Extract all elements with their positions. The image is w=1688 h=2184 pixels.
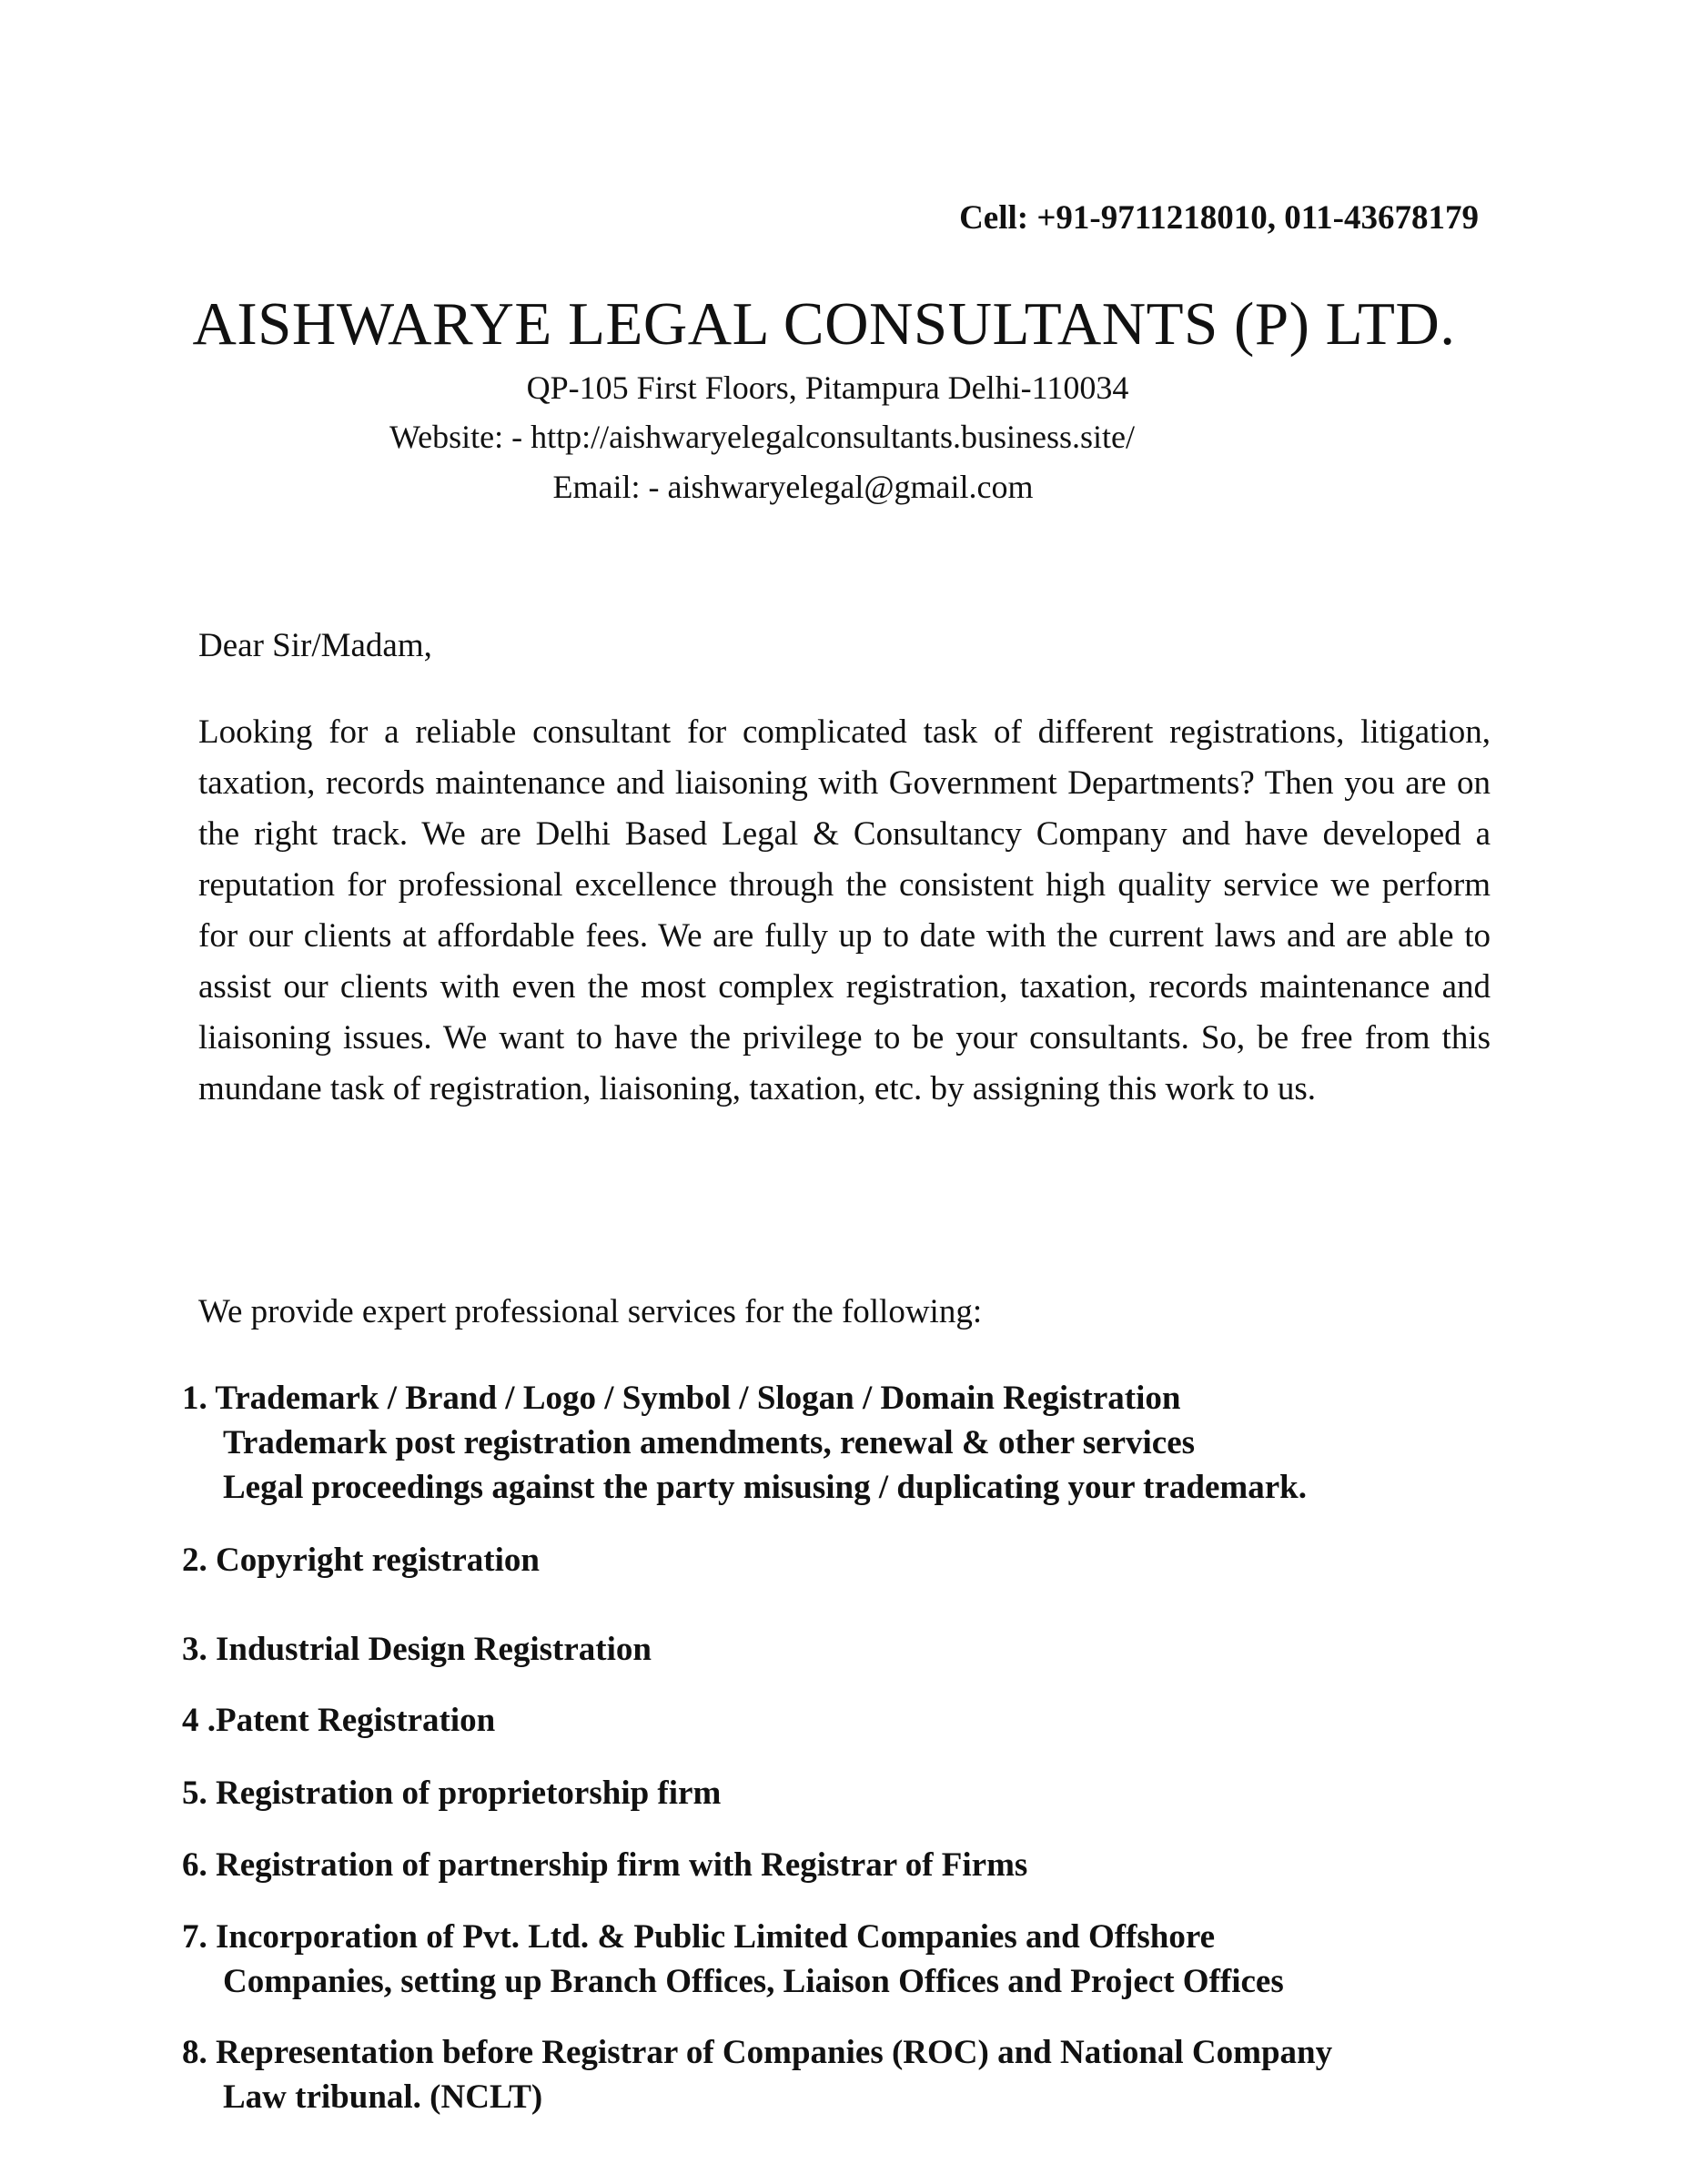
address-text: QP-105 First Floors, Pitampura Delhi-110034 [526, 369, 1129, 406]
salutation: Dear Sir/Madam, [198, 627, 432, 664]
company-email [0, 468, 1688, 506]
service-7-title: 7. Incorporation of Pvt. Ltd. & Public Limited Companies and Offshore [182, 1918, 1216, 1956]
company-address [0, 369, 1688, 407]
service-1-detail-1: Trademark post registration amendments, renewal & other services [223, 1424, 1196, 1461]
service-7-detail: Companies, setting up Branch Offices, Liaison Offices and Project Offices [223, 1963, 1284, 2000]
service-item-3 [182, 1627, 1511, 1672]
service-item-8 [182, 2030, 1511, 2119]
contact-phone-line [959, 198, 1479, 238]
email-text: Email: - aishwaryelegal@gmail.com [552, 469, 1034, 505]
service-1-title: 1. Trademark / Brand / Logo / Symbol / Slogan / Domain Registration [182, 1380, 1181, 1417]
service-8-detail: Law tribunal. (NCLT) [223, 2078, 543, 2116]
cell-label: Cell [959, 199, 1017, 237]
service-4-title: 4 .Patent Registration [182, 1702, 496, 1739]
service-item-1 [182, 1376, 1511, 1510]
service-item-7 [182, 1915, 1511, 2004]
services-intro: We provide expert professional services for the following: [198, 1293, 983, 1330]
service-1-detail-2: Legal proceedings against the party misusing / duplicating your trademark. [223, 1469, 1307, 1506]
intro-paragraph: Looking for a reliable consultant for complicated task of different registrations, litigation, taxation, records maintenance and liaisoning with Government Departments? Then you are on the right track. We are Delhi Based Legal & Consultancy Company and have developed a reputation for professional excellence through the consistent high quality service we perform for our clients at affordable fees. We are fully up to date with the current laws and are able to assist our clients with even the most complex registration, taxation, records maintenance and liaisoning issues. We want to have the privilege to be your consultants. So, be free from this mundane task of registration, liaisoning, taxation, etc. by assigning this work to us. [198, 713, 1491, 1107]
service-item-2 [182, 1538, 1511, 1582]
website-text: Website: - http://aishwaryelegalconsultants.business.site/ [389, 419, 1135, 455]
company-name-text: AISHWARYE LEGAL CONSULTANTS (P) LTD. [192, 290, 1456, 358]
cell-numbers: : +91-9711218010, 011-43678179 [1016, 199, 1479, 237]
service-item-4 [182, 1698, 1511, 1743]
service-item-6 [182, 1843, 1511, 1887]
service-2-title: 2. Copyright registration [182, 1542, 540, 1579]
service-8-title: 8. Representation before Registrar of Companies (ROC) and National Company [182, 2034, 1333, 2071]
service-item-5 [182, 1771, 1511, 1815]
service-5-title: 5. Registration of proprietorship firm [182, 1774, 722, 1812]
service-6-title: 6. Registration of partnership firm with Registrar of Firms [182, 1846, 1028, 1884]
company-name-heading [0, 289, 1688, 359]
company-website [0, 418, 1688, 456]
service-3-title: 3. Industrial Design Registration [182, 1631, 652, 1668]
